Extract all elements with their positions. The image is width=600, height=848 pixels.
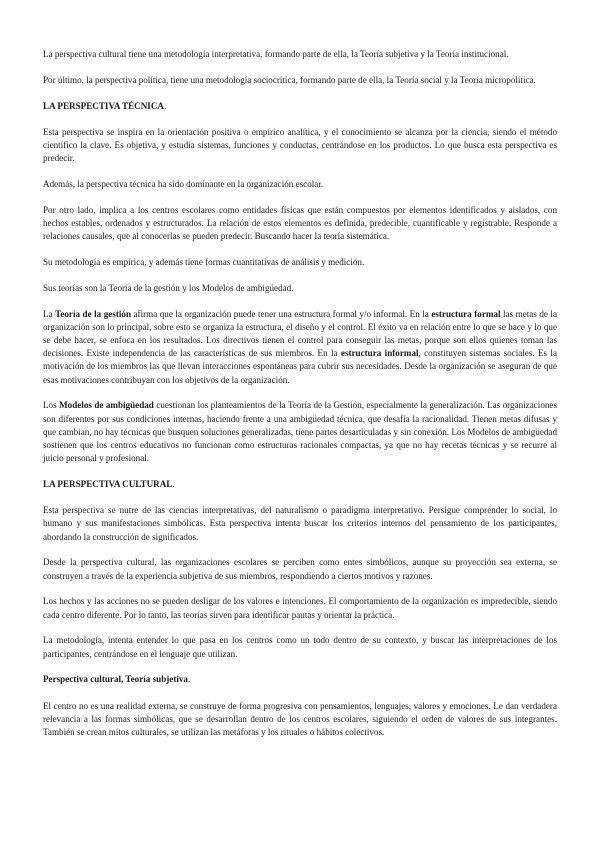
body-paragraph — [43, 74, 557, 87]
body-paragraph — [43, 282, 557, 295]
section-heading — [43, 478, 557, 491]
body-paragraph — [43, 48, 557, 61]
document-page — [43, 48, 557, 752]
body-paragraph — [43, 504, 557, 544]
bold-text: Modelos de ambigüedad — [59, 400, 154, 411]
paragraph-text: afirma que la organización puede tener una estructura formal y/o informal. En la — [131, 308, 432, 319]
paragraph-text: cuestionan los planteamientos de la Teoría de la Gestión, especialmente la generalización. Las organizaciones son diferentes por sus condiciones internas, haciendo frente a una ambigüedad técnica, que desafía la racionalidad. Tienen metas difusas y que cambian, no hay técnicas que busquen soluciones generalizadas, tiene partes desarticuladas y sin conexión. Los Modelos de ambigüedad sostienen que los centros educativos no funcionan como estructuras racionales compactas, ya que no hay recetas técnicas y se recurre al juicio personal y profesional. — [43, 400, 557, 464]
paragraph-text: Por último, la perspectiva política, tiene una metodología sociocrítica, formando parte de ella, la Teoría social y la Teoría micropolítica. — [43, 74, 536, 85]
body-paragraph — [43, 308, 557, 387]
paragraph-text: , constituyen sistemas sociales. Es la motivación de los miembros las que llevan interacciones espontáneas para cubrir sus necesidades. Desde la organización se aseguran de que esas motivaciones contribuyan con los objetivos de la organización. — [43, 348, 557, 385]
section-heading — [43, 673, 557, 686]
paragraph-text: Además, la perspectiva técnica ha sido dominante en la organización escolar. — [43, 179, 324, 189]
paragraph-text: . — [172, 479, 175, 490]
bold-text: estructura informal — [340, 348, 419, 359]
paragraph-text: Los hechos y las acciones no se pueden desligar de los valores e intenciones. El comportamiento de la organización es impredecible, siendo cada centro diferente. Por lo tanto, las teorías sirven para identificar pautas y orientar la práctica. — [43, 596, 557, 620]
paragraph-text: . — [187, 674, 191, 685]
paragraph-text: Los — [43, 400, 60, 411]
body-paragraph — [43, 126, 557, 166]
paragraph-text: La — [43, 308, 56, 319]
paragraph-text: Desde la perspectiva cultural, las organizaciones escolares se perciben como entes simbólicos, aunque su proyección sea externa, se construyen a través de la experiencia subjetiva de sus miembros, respondiendo a ciertos motivos y razones. — [43, 557, 557, 581]
section-heading — [43, 100, 557, 113]
paragraph-text: El centro no es una realidad externa, se construye de forma progresiva con pensamientos, lenguajes, valores y emociones. Le dan verdadera relevancia a las formas simbólicas, que se desarrollan dentro de los centros escolares, siguiendo el orden de valores de sus integrantes. También se crean mitos culturales, se utilizan las metáforas y los rituales o hábitos colectivos. — [43, 700, 557, 738]
bold-text: LA PERSPECTIVA TÉCNICA — [43, 100, 164, 111]
body-paragraph — [43, 256, 557, 269]
paragraph-text: las metas de la organización son lo principal, sobre esto se organiza la estructura, el diseño y el control. El éxito va en relación entre lo que se hace y lo que se debe hacer, se enfoca en los resultados. Los directivos tienen el control para conseguir las metas, porque son ellos quienes toman las decisiones. Existe independencia de las características de sus miembros. En la — [43, 308, 557, 359]
paragraph-text: Esta perspectiva se inspira en la orientación positiva o empírico analítica, y el conocimiento se alcanza por la ciencia, siendo el método científico la clave. Es objetiva, y estudia sistemas, funciones y conductas, centrándose en los productos. Lo que busca esta perspectiva es predecir. — [43, 126, 557, 164]
bold-text: LA PERSPECTIVA CULTURAL — [43, 479, 173, 490]
paragraph-text: Sus teorías son la Teoría de la gestión y los Modelos de ambigüedad. — [43, 282, 294, 293]
body-paragraph — [43, 204, 557, 244]
paragraph-text: Su metodología es empírica, y además tiene formas cuantitativas de análisis y medición. — [43, 257, 365, 267]
bold-text: Teoría de la gestión — [55, 308, 132, 319]
body-paragraph — [43, 634, 557, 660]
paragraph-text: La metodología, intenta entender lo que pasa en los centros como un todo dentro de su contexto, y buscar las interpretaciones de los participantes, centrándose en el lenguaje que utilizan. — [43, 635, 557, 659]
body-paragraph — [43, 178, 557, 191]
bold-text: estructura formal — [431, 308, 501, 319]
body-paragraph — [43, 556, 557, 582]
body-paragraph — [43, 595, 557, 621]
bold-text: Perspectiva cultural, Teoría subjetiva — [43, 674, 188, 685]
paragraph-text: . — [163, 100, 167, 111]
paragraph-text: La perspectiva cultural tiene una metodología interpretativa, formando parte de ella, la Teoría subjetiva y la Teoría institucional. — [43, 49, 509, 59]
body-paragraph — [43, 399, 557, 465]
paragraph-text: Por otro lado, implica a los centros escolares como entidades físicas que están compuestos por elementos identificados y aislados, con hechos estables, ordenados y estructurados. La relación de estos elementos es definida, predecible, cuantificable y registrable. Responde a relaciones causales, que al conocerlas se pueden predecir. Buscando hacer la teoría sistemática. — [43, 204, 557, 242]
paragraph-text: Esta perspectiva se nutre de las ciencias interpretativas, del naturalismo o paradigma interpretativo. Persigue comprender lo social, lo humano y sus manifestaciones simbólicas. Esta perspectiva intenta buscar los criterios internos del pensamiento de los participantes, abordando la construcción de significados. — [43, 505, 557, 542]
body-paragraph — [43, 700, 557, 740]
